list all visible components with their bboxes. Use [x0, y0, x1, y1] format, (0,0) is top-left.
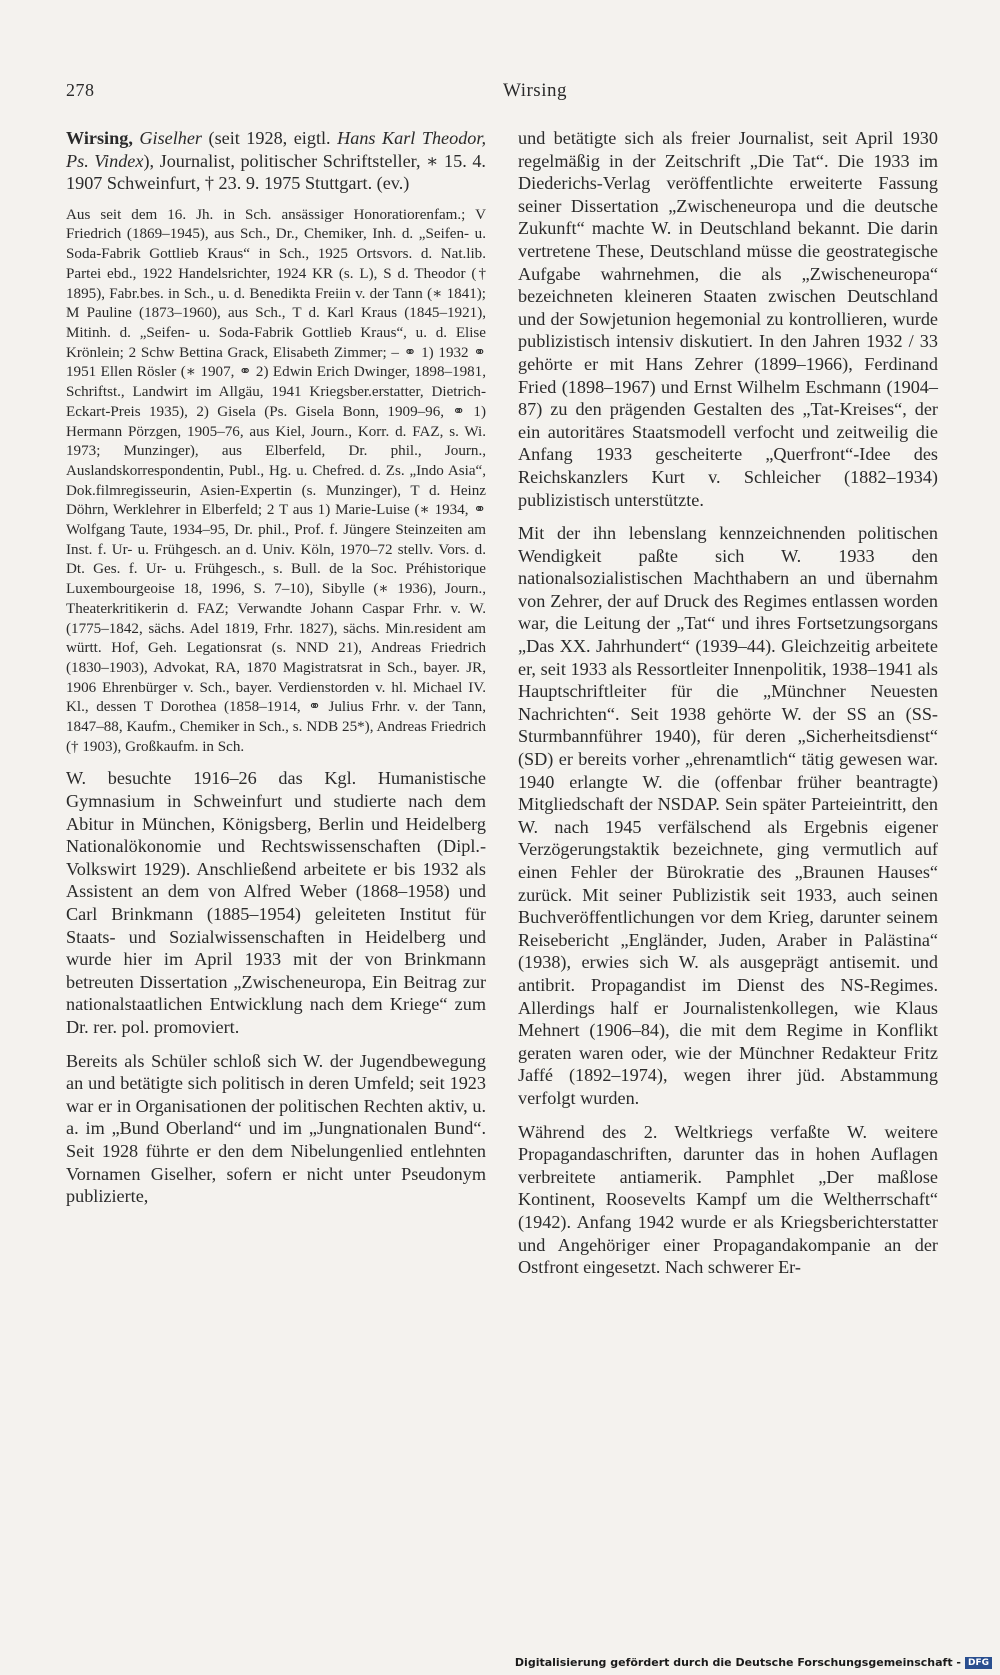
entry-given-name: Giselher [139, 128, 203, 148]
biography-paragraph-3: und betätigte sich als freier Journalist, seit April 1930 regelmäßig in der Zeitschrift „Die Tat“. Die 1933 im Diederichs-Verlag veröffentlichte erweiterte Fassung seiner Dissertation „Zwischeneuropa und die deutsche Zukunft“ machte W. in Deutschland bekannt. Die darin vertretene These, Deutschland müsse die geostrategische Aufgabe wahrnehmen, die als „Zwischeneuropa“ bezeichneten kleineren Staaten zwischen Deutschland und der Sowjetunion hegemonial zu kontrollieren, wurde publizistisch intensiv diskutiert. In den Jahren 1932 / 33 gehörte er mit Hans Zehrer (1899–1966), Ferdinand Fried (1898–1967) und Ernst Wilhelm Eschmann (1904–87) zu den prägenden Gestalten des „Tat-Kreises“, der ein autoritäres Staatsmodell verfocht und zeitweilig die Anfang 1933 gescheiterte „Querfront“-Idee des Reichskanzlers Kurt v. Schleicher (1882–1934) publizistisch unterstützte. [518, 128, 938, 510]
dfg-logo-icon: DFG [965, 1657, 992, 1669]
footer-text: Digitalisierung gefördert durch die Deutsche Forschungsgemeinschaft - [514, 1656, 961, 1669]
entry-intro-part-1: (seit 1928, eigtl. [202, 128, 338, 148]
entry-name: Wirsing, [66, 128, 133, 148]
digitization-footer [515, 1656, 992, 1669]
right-column [518, 127, 938, 1290]
entry-heading [66, 127, 486, 195]
left-column [66, 127, 486, 1219]
biography-paragraph-5: Während des 2. Weltkriegs verfaßte W. weitere Propagandaschriften, darunter das in hohen Auflagen verbreitete antiamerik. Pamphlet „Der maßlose Kontinent, Roosevelts Kampf um die Weltherrschaft“ (1942). Anfang 1942 wurde er als Kriegsberichterstatter und Angehöriger einer Propagandakompanie an der Ostfront eingesetzt. Nach schwerer Er- [518, 1121, 938, 1278]
biography-paragraph-1: W. besuchte 1916–26 das Kgl. Humanistische Gymnasium in Schweinfurt und studierte nach dem Abitur in München, Königsberg, Berlin und Heidelberg Nationalökonomie und Rechtswissenschaften (Dipl.-Volkswirt 1929). Anschließend arbeitete er bis 1932 als Assistent an dem von Alfred Weber (1868–1958) und Carl Brinkmann (1885–1954) geleiteten Institut für Staats- und Sozialwissenschaften in Heidelberg und wurde hier im April 1933 mit der von Brinkmann betreuten Dissertation „Zwischeneuropa, Ein Beitrag zur nationalstaatlichen Entwicklung nach dem Kriege“ zum Dr. rer. pol. promoviert. [66, 768, 486, 1037]
page-number: 278 [66, 80, 95, 100]
genealogy-paragraph: Aus seit dem 16. Jh. in Sch. ansässiger Honoratiorenfam.; V Friedrich (1869–1945), aus Sch., Dr., Chemiker, Inh. d. „Seifen- u. Soda-Fabrik Gottlieb Kraus“ in Sch., 1925 Ortsvors. d. Nat.lib. Partei ebd., 1922 Handelsrichter, 1924 KR (s. L), S d. Theodor († 1895), Fabr.bes. in Sch., u. d. Benedikta Freiin v. der Tann (∗ 1841); M Pauline (1873–1960), aus Sch., T d. Karl Kraus (1845–1921), Mitinh. d. „Seifen- u. Soda-Fabrik Gottlieb Kraus“, u. d. Elise Krönlein; 2 Schw Bettina Grack, Elisabeth Zimmer; – ⚭ 1) 1932 ⚭ 1951 Ellen Rösler (∗ 1907, ⚭ 2) Edwin Erich Dwinger, 1898–1981, Schriftst., Landwirt im Allgäu, 1941 Kriegsber.erstatter, Dietrich-Eckart-Preis 1935), 2) Gisela (Ps. Gisela Bonn, 1909–96, ⚭ 1) Hermann Pörzgen, 1905–76, aus Kiel, Journ., Korr. d. FAZ, s. Wi. 1973; Munzinger), aus Elberfeld, Dr. phil., Journ., Auslandskorrespondentin, Publ., Hg. u. Chefred. d. Zs. „Indo Asia“, Dok.filmregisseurin, Asien-Expertin (s. Munzinger), T d. Heinz Döhrn, Werklehrer in Elberfeld; 2 T aus 1) Marie-Luise (∗ 1934, ⚭ Wolfgang Taute, 1934–95, Dr. phil., Prof. f. Jüngere Steinzeiten am Inst. f. Ur- u. Frühgesch. an d. Univ. Köln, 1970–72 stellv. Vors. d. Dt. Ges. f. Ur- u. Frühgesch., s. Bull. de la Soc. Préhistorique Luxembourgeoise 18, 1996, S. 7–10), Sibylle (∗ 1936), Journ., Theaterkritikerin d. FAZ; Verwandte Johann Caspar Frhr. v. W. (1775–1842, sächs. Adel 1819, Frhr. 1827), sächs. Min.resident am württ. Hof, Geh. Legationsrat (s. NND 21), Andreas Friedrich (1830–1903), Advokat, RA, 1870 Magistratsrat in Sch., bayer. JR, 1906 Ehrenbürger v. Sch., bayer. Verdienstorden v. hl. Michael IV. Kl., dessen T Dorothea (1858–1914, ⚭ Julius Frhr. v. der Tann, 1847–88, Kaufm., Chemiker in Sch., s. NDB 25*), Andreas Friedrich († 1903), Großkaufm. in Sch. [66, 206, 486, 755]
entry-real-name: Hans Karl Theodor, Ps. Vindex [66, 128, 487, 171]
biography-paragraph-4: Mit der ihn lebenslang kennzeichnenden politischen Wendigkeit paßte sich W. 1933 den nationalsozialistischen Machthabern an und übernahm von Zehrer, der auf Druck des Regimes entlassen worden war, die Leitung der „Tat“ und ihres Fortsetzungsorgans „Das XX. Jahrhundert“ (1939–44). Gleichzeitig arbeitete er, seit 1933 als Ressortleiter Innenpolitik, 1938–1941 als Hauptschriftleiter für die „Münchner Neuesten Nachrichten“. Seit 1938 gehörte W. der SS an (SS-Sturmbannführer 1940), für deren „Sicherheitsdienst“ (SD) er bereits vorher „ehrenamtlich“ tätig gewesen war. 1940 erlangte W. die (offenbar früher beantragte) Mitgliedschaft der NSDAP. Sein später Parteieintritt, den W. nach 1945 verfälschend als Ergebnis eigener Verzögerungstaktik bezeichnete, ging vermutlich auf einen Fehler der Bürokratie des „Braunen Hauses“ zurück. Mit seiner Publizistik seit 1933, auch seinen Buchveröffentlichungen vor dem Krieg, darunter seinem Reisebericht „Engländer, Juden, Araber in Palästina“ (1938), erwies sich W. als ausgeprägt antisemit. und antibrit. Propagandist im Dienst des NS-Regimes. Allerdings half er Journalistenkollegen, wie Klaus Mehnert (1906–84), die mit dem Regime in Konflikt geraten waren oder, wie der Münchner Redakteur Fritz Jaffé (1892–1974), wegen ihrer jüd. Abstammung verfolgt wurden. [518, 523, 938, 1108]
running-head: Wirsing [503, 80, 567, 101]
biography-paragraph-2: Bereits als Schüler schloß sich W. der Jugendbewegung an und betätigte sich politisch in deren Umfeld; seit 1923 war er in Organisationen der politischen Rechten aktiv, u. a. im „Bund Oberland“ und im „Jungnationalen Bund“. Seit 1928 führte er den dem Nibelungenlied entlehnten Vornamen Giselher, sofern er nicht unter Pseudonym publizierte, [66, 1050, 486, 1207]
entry-intro-part-2: ), Journalist, politischer Schriftsteller, ∗ 15. 4. 1907 Schweinfurt, † 23. 9. 1975 Stuttgart. (ev.) [66, 150, 486, 194]
